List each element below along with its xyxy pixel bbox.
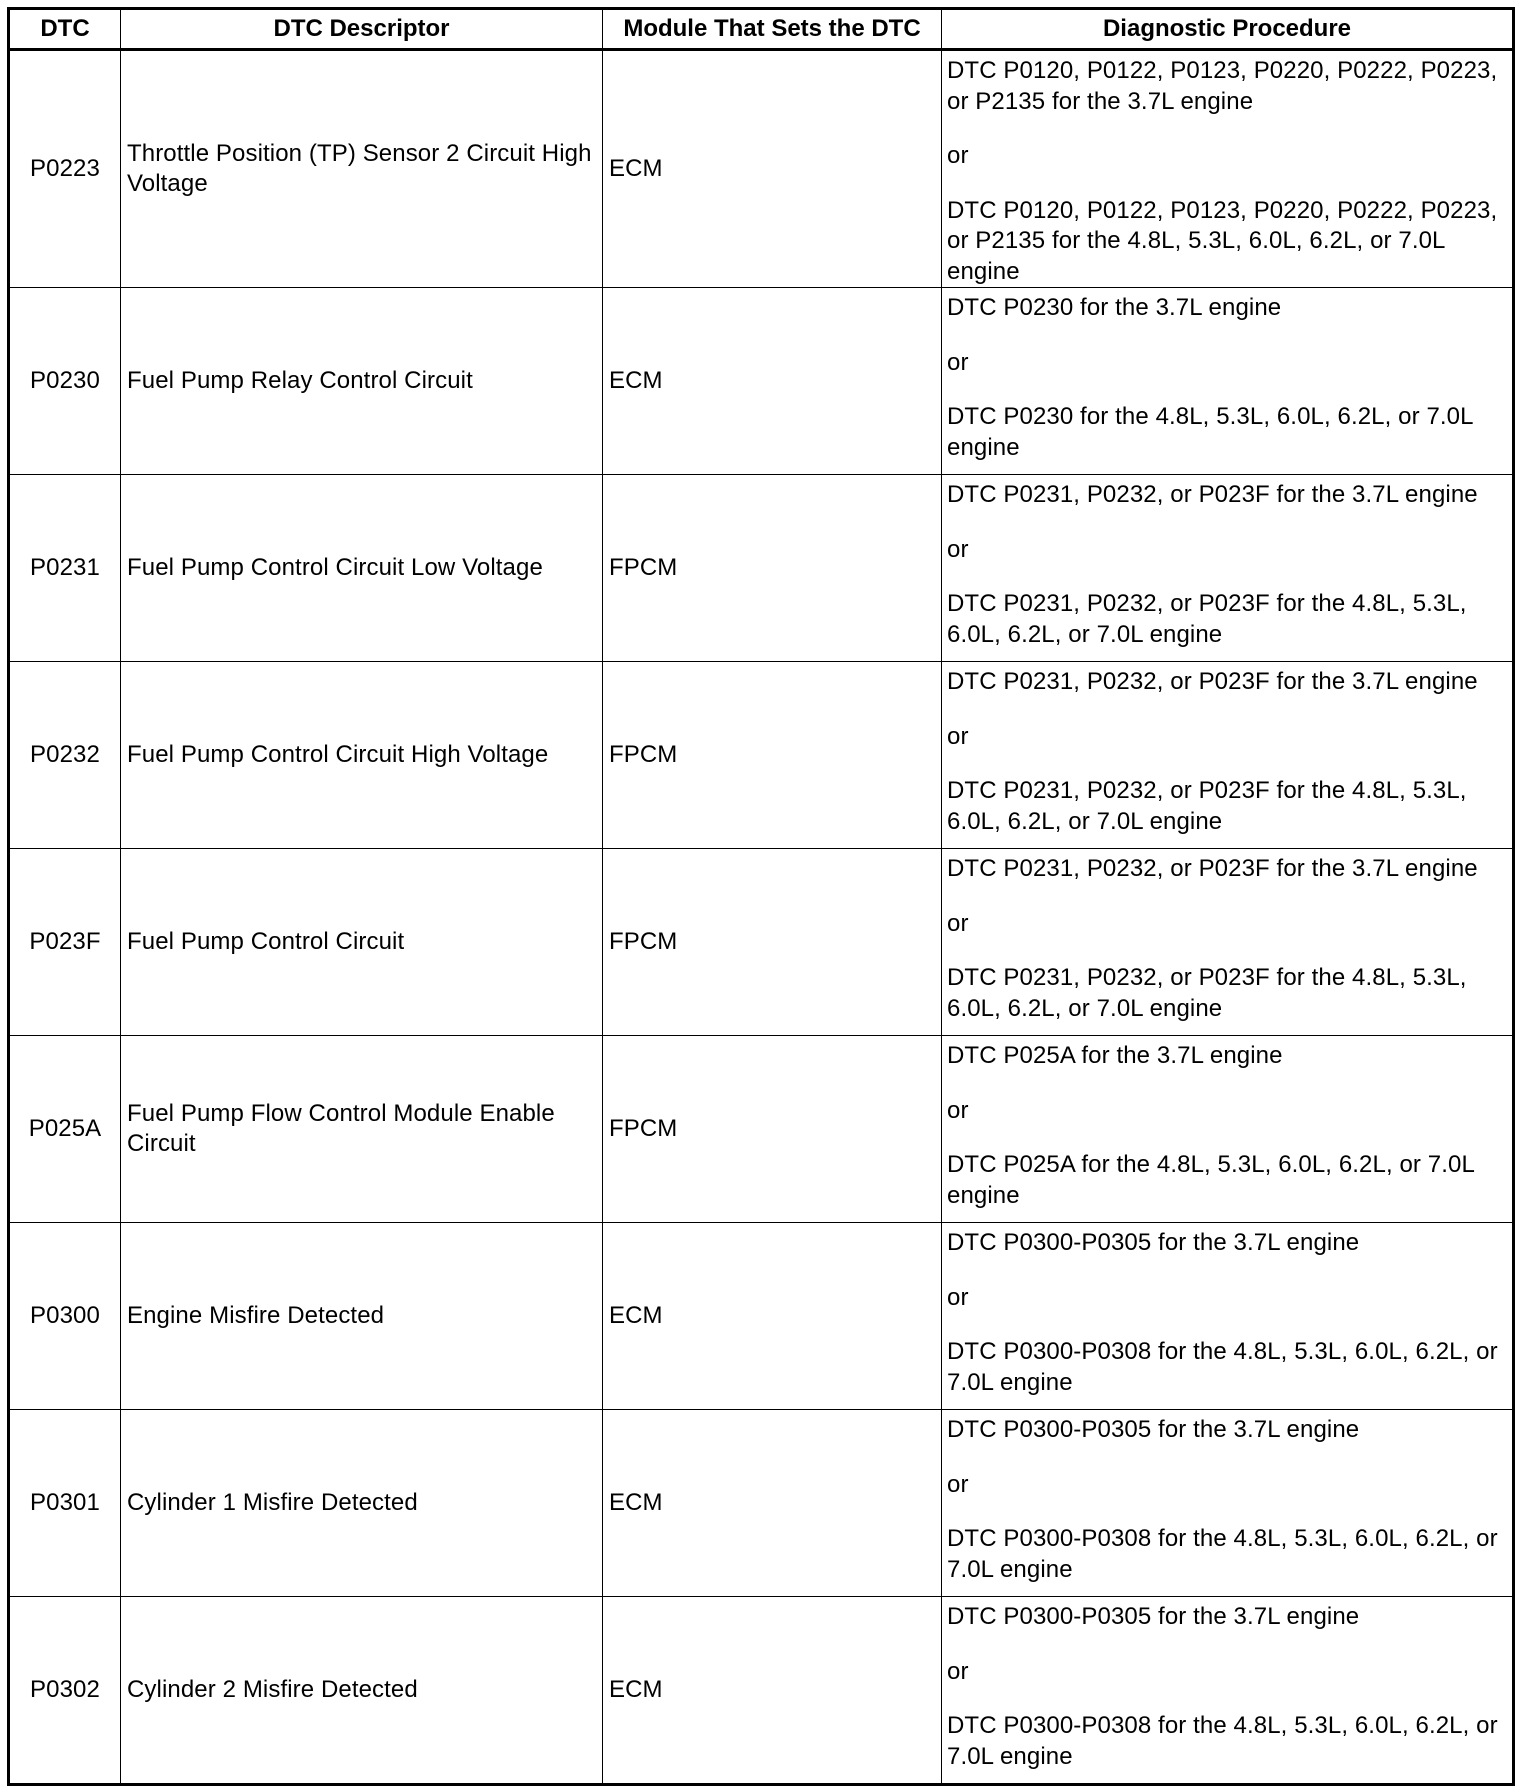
dtc-table	[7, 7, 1515, 1786]
table-body	[9, 50, 1514, 1785]
table-row	[9, 662, 1514, 849]
procedure-or: or	[947, 1657, 969, 1685]
dtc-descriptor: Fuel Pump Control Circuit High Voltage	[121, 662, 603, 849]
procedure-alternate-engines: DTC P0231, P0232, or P023F for the 4.8L, 5.3L, 6.0L, 6.2L, or 7.0L engine	[947, 964, 1467, 1022]
diagnostic-procedure	[942, 662, 1514, 849]
dtc-descriptor: Cylinder 2 Misfire Detected	[121, 1597, 603, 1785]
procedure-alternate-engines: DTC P0300-P0308 for the 4.8L, 5.3L, 6.0L, 6.2L, or 7.0L engine	[947, 1525, 1498, 1583]
dtc-descriptor: Cylinder 1 Misfire Detected	[121, 1410, 603, 1597]
dtc-descriptor: Fuel Pump Flow Control Module Enable Circuit	[121, 1036, 603, 1223]
dtc-module: ECM	[603, 288, 942, 475]
procedure-or: or	[947, 142, 969, 169]
header-procedure: Diagnostic Procedure	[942, 9, 1514, 50]
table-row	[9, 50, 1514, 288]
procedure-primary-engine: DTC P0231, P0232, or P023F for the 3.7L engine	[947, 668, 1478, 695]
procedure-or: or	[947, 1470, 969, 1498]
procedure-alternate-engines: DTC P0300-P0308 for the 4.8L, 5.3L, 6.0L, 6.2L, or 7.0L engine	[947, 1338, 1498, 1396]
table-row	[9, 1223, 1514, 1410]
procedure-primary-engine: DTC P0300-P0305 for the 3.7L engine	[947, 1229, 1360, 1256]
dtc-module: FPCM	[603, 475, 942, 662]
dtc-code: P025A	[9, 1036, 121, 1223]
dtc-descriptor: Engine Misfire Detected	[121, 1223, 603, 1410]
header-descriptor: DTC Descriptor	[121, 9, 603, 50]
procedure-alternate-engines: DTC P0231, P0232, or P023F for the 4.8L, 5.3L, 6.0L, 6.2L, or 7.0L engine	[947, 590, 1467, 648]
dtc-module: ECM	[603, 50, 942, 288]
dtc-descriptor: Fuel Pump Control Circuit Low Voltage	[121, 475, 603, 662]
dtc-code: P0223	[9, 50, 121, 288]
table-row	[9, 1036, 1514, 1223]
procedure-or: or	[947, 909, 969, 937]
diagnostic-procedure	[942, 1410, 1514, 1597]
procedure-alternate-engines: DTC P0230 for the 4.8L, 5.3L, 6.0L, 6.2L, or 7.0L engine	[947, 403, 1473, 461]
dtc-module: FPCM	[603, 1036, 942, 1223]
procedure-or: or	[947, 722, 969, 750]
dtc-code: P0300	[9, 1223, 121, 1410]
procedure-primary-engine: DTC P0231, P0232, or P023F for the 3.7L engine	[947, 855, 1478, 882]
procedure-primary-engine: DTC P0300-P0305 for the 3.7L engine	[947, 1416, 1360, 1443]
diagnostic-procedure	[942, 288, 1514, 475]
table-row	[9, 475, 1514, 662]
procedure-alternate-engines: DTC P0231, P0232, or P023F for the 4.8L, 5.3L, 6.0L, 6.2L, or 7.0L engine	[947, 777, 1467, 835]
procedure-alternate-engines: DTC P0300-P0308 for the 4.8L, 5.3L, 6.0L, 6.2L, or 7.0L engine	[947, 1712, 1498, 1770]
dtc-descriptor: Fuel Pump Relay Control Circuit	[121, 288, 603, 475]
dtc-code: P0302	[9, 1597, 121, 1785]
diagnostic-procedure	[942, 849, 1514, 1036]
header-row	[9, 9, 1514, 50]
table-row	[9, 1410, 1514, 1597]
procedure-primary-engine: DTC P0230 for the 3.7L engine	[947, 294, 1282, 321]
dtc-code: P0232	[9, 662, 121, 849]
procedure-primary-engine: DTC P0120, P0122, P0123, P0220, P0222, P0223, or P2135 for the 3.7L engine	[947, 57, 1498, 115]
procedure-primary-engine: DTC P0300-P0305 for the 3.7L engine	[947, 1603, 1360, 1630]
diagnostic-procedure	[942, 1223, 1514, 1410]
procedure-or: or	[947, 348, 969, 376]
procedure-or: or	[947, 535, 969, 563]
dtc-module: ECM	[603, 1410, 942, 1597]
header-module: Module That Sets the DTC	[603, 9, 942, 50]
dtc-descriptor: Throttle Position (TP) Sensor 2 Circuit High Voltage	[121, 50, 603, 288]
table-header	[9, 9, 1514, 50]
dtc-code: P0231	[9, 475, 121, 662]
dtc-code: P0301	[9, 1410, 121, 1597]
procedure-primary-engine: DTC P0231, P0232, or P023F for the 3.7L engine	[947, 481, 1478, 508]
diagnostic-procedure	[942, 475, 1514, 662]
dtc-code: P0230	[9, 288, 121, 475]
dtc-descriptor: Fuel Pump Control Circuit	[121, 849, 603, 1036]
table-row	[9, 849, 1514, 1036]
dtc-module: ECM	[603, 1223, 942, 1410]
procedure-primary-engine: DTC P025A for the 3.7L engine	[947, 1042, 1283, 1069]
diagnostic-procedure	[942, 1036, 1514, 1223]
dtc-module: FPCM	[603, 849, 942, 1036]
dtc-code: P023F	[9, 849, 121, 1036]
dtc-module: ECM	[603, 1597, 942, 1785]
procedure-alternate-engines: DTC P0120, P0122, P0123, P0220, P0222, P0223, or P2135 for the 4.8L, 5.3L, 6.0L, 6.2L, or 7.0L engine	[947, 196, 1498, 285]
diagnostic-procedure	[942, 1597, 1514, 1785]
header-dtc: DTC	[9, 9, 121, 50]
table-row	[9, 288, 1514, 475]
dtc-module: FPCM	[603, 662, 942, 849]
table-row	[9, 1597, 1514, 1785]
procedure-alternate-engines: DTC P025A for the 4.8L, 5.3L, 6.0L, 6.2L, or 7.0L engine	[947, 1151, 1475, 1209]
procedure-or: or	[947, 1096, 969, 1124]
diagnostic-procedure	[942, 50, 1514, 288]
procedure-or: or	[947, 1283, 969, 1311]
